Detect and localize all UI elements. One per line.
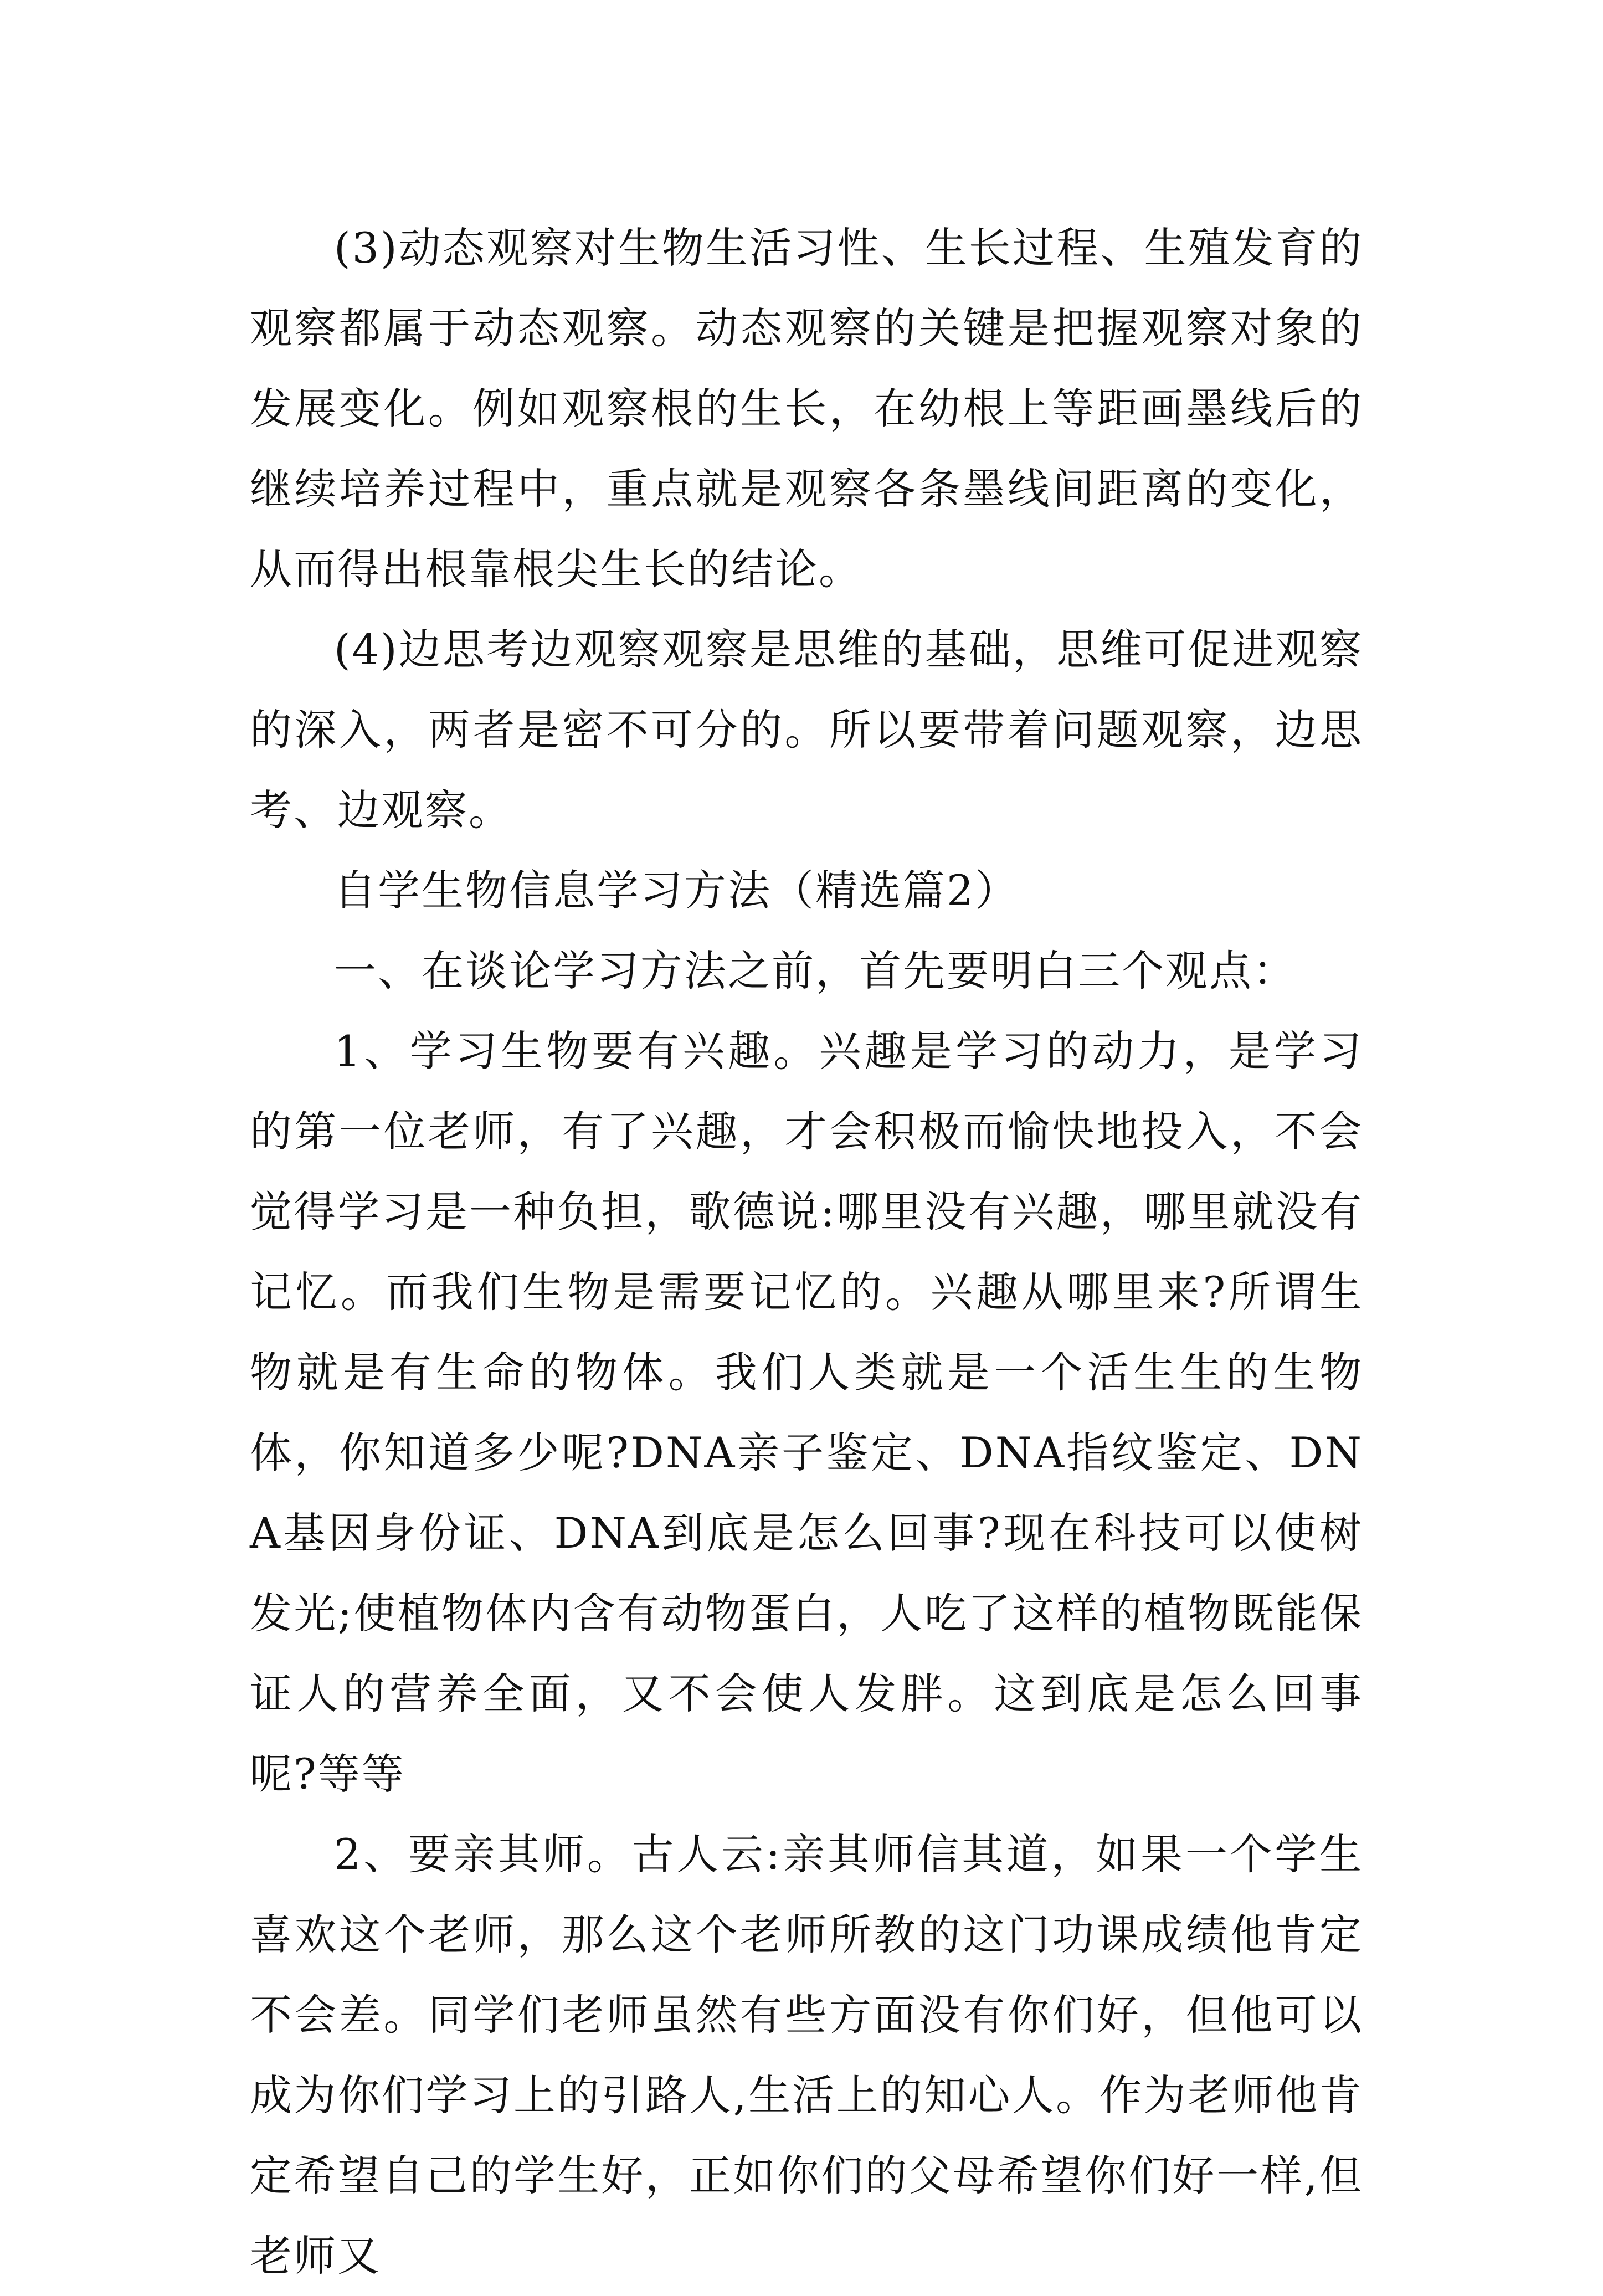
document-body: [250, 208, 1363, 2296]
paragraph-dynamic-observation: (3)动态观察对生物生活习性、生长过程、生殖发育的观察都属于动态观察。动态观察的关键是把握观察对象的发展变化。例如观察根的生长，在幼根上等距画墨线后的继续培养过程中，重点就是观察各条墨线间距离的变化，从而得出根靠根尖生长的结论。: [250, 223, 1363, 594]
section-heading: 自学生物信息学习方法（精选篇2）: [334, 866, 1019, 915]
paragraph-teacher: 2、要亲其师。古人云:亲其师信其道，如果一个学生喜欢这个老师，那么这个老师所教的这门功课成绩他肯定不会差。同学们老师虽然有些方面没有你们好，但他可以成为你们学习上的引路人,生活上的知心人。作为老师他肯定希望自己的学生好，正如你们的父母希望你们好一样,但老师又: [250, 1830, 1363, 2280]
paragraph-interest: 1、学习生物要有兴趣。兴趣是学习的动力，是学习的第一位老师，有了兴趣，才会积极而愉快地投入，不会觉得学习是一种负担，歌德说:哪里没有兴趣，哪里就没有记忆。而我们生物是需要记忆的。兴趣从哪里来?所谓生物就是有生命的物体。我们人类就是一个活生生的生物体，你知道多少呢?DNA亲子鉴定、DNA指纹鉴定、DNA基因身份证、DNA到底是怎么回事?现在科技可以使树发光;使植物体内含有动物蛋白，人吃了这样的植物既能保证人的营养全面，又不会使人发胖。这到底是怎么回事呢?等等: [250, 1026, 1363, 1799]
paragraph-think-while-observing: (4)边思考边观察观察是思维的基础，思维可促进观察的深入，两者是密不可分的。所以要带着问题观察，边思考、边观察。: [250, 625, 1363, 835]
paragraph-three-viewpoints: 一、在谈论学习方法之前，首先要明白三个观点：: [334, 946, 1297, 995]
